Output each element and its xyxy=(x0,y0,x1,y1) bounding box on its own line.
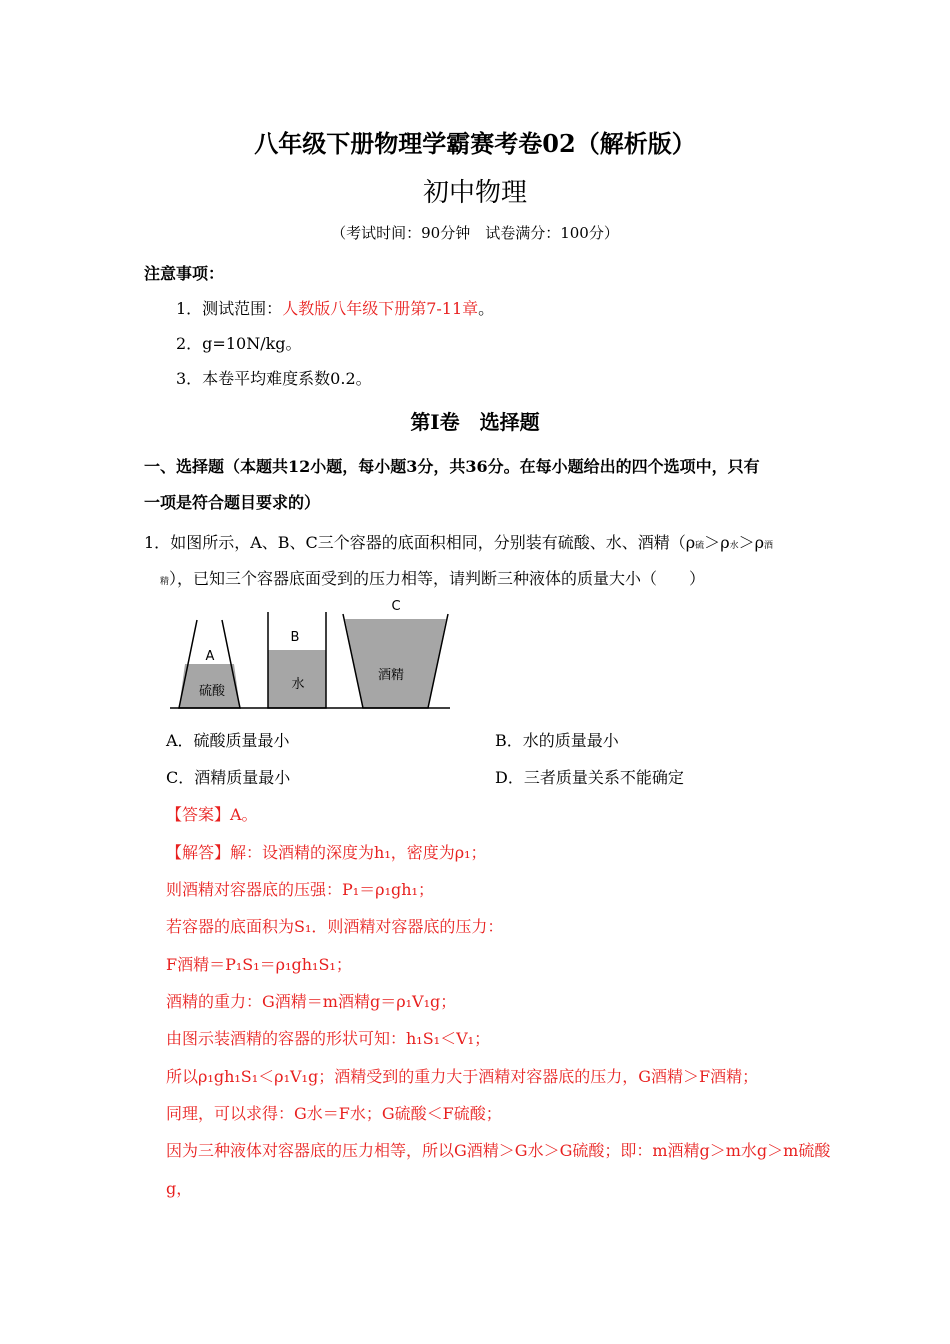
question-1-line2: 精），已知三个容器底面受到的压力相等，请判断三种液体的质量大小（ ） xyxy=(160,569,706,588)
analysis-step-4: F酒精＝P₁S₁＝ρ₁gh₁S₁； xyxy=(166,955,352,974)
container-c-label: C xyxy=(391,599,401,614)
analysis-step-10: g， xyxy=(166,1179,193,1198)
note-1-suffix: 。 xyxy=(478,299,495,318)
note-3: 3．本卷平均难度系数0.2。 xyxy=(176,369,372,388)
analysis-step-7: 所以ρ₁gh₁S₁＜ρ₁V₁g；酒精受到的重力大于酒精对容器底的压力，G酒精＞F酒精； xyxy=(166,1067,759,1086)
question-1-line1: 1．如图所示，A、B、C三个容器的底面积相同，分别装有硫酸、水、酒精（ρ硫＞ρ水＞ρ酒 xyxy=(144,533,774,552)
answer-line: 【答案】A。 xyxy=(166,805,258,824)
note-2: 2．g=10N/kg。 xyxy=(176,334,302,353)
option-a: A．硫酸质量最小 xyxy=(166,731,290,750)
analysis-step-6: 由图示装酒精的容器的形状可知：h₁S₁＜V₁； xyxy=(166,1029,491,1048)
analysis-step-1: 【解答】解：设酒精的深度为h₁，密度为ρ₁； xyxy=(166,843,487,862)
container-b-liquid-label: 水 xyxy=(291,677,305,692)
document-subtitle: 初中物理 xyxy=(422,178,527,208)
container-b-label: B xyxy=(290,630,300,645)
note-1-prefix: 1．测试范围： xyxy=(176,299,283,318)
container-c-liquid-label: 酒精 xyxy=(377,668,405,683)
part-instructions-line1: 一、选择题（本题共12小题，每小题3分，共36分。在每小题给出的四个选项中，只有 xyxy=(144,457,760,476)
analysis-step-5: 酒精的重力：G酒精＝m酒精g＝ρ₁V₁g； xyxy=(166,992,457,1011)
document-title: 八年级下册物理学霸赛考卷02（解析版） xyxy=(254,129,696,158)
question-number: 1． xyxy=(144,533,171,552)
analysis-step-2: 则酒精对容器底的压强：P₁＝ρ₁gh₁； xyxy=(166,880,434,899)
notes-heading: 注意事项： xyxy=(144,264,225,283)
analysis-step-3: 若容器的底面积为S₁．则酒精对容器底的压力： xyxy=(166,917,504,936)
analysis-step-9: 因为三种液体对容器底的压力相等，所以G酒精＞G水＞G硫酸；即：m酒精g＞m水g＞m硫酸 xyxy=(166,1141,831,1160)
exam-info: （考试时间：90分钟 试卷满分：100分） xyxy=(331,224,619,242)
note-1-range: 人教版八年级下册第7-11章 xyxy=(282,299,479,318)
option-d: D．三者质量关系不能确定 xyxy=(495,768,684,787)
part-instructions-line2: 一项是符合题目要求的） xyxy=(144,493,321,512)
note-1 xyxy=(176,296,494,319)
analysis-tag: 【解答】 xyxy=(166,843,231,862)
option-b: B．水的质量最小 xyxy=(495,731,619,750)
container-a-liquid-label: 硫酸 xyxy=(198,684,226,699)
container-a-label: A xyxy=(205,649,215,664)
section-title: 第Ⅰ卷 选择题 xyxy=(410,410,540,434)
option-c: C．酒精质量最小 xyxy=(166,768,291,787)
analysis-step-8: 同理，可以求得：G水＝F水；G硫酸＜F硫酸； xyxy=(166,1104,502,1123)
containers-figure xyxy=(160,596,460,712)
